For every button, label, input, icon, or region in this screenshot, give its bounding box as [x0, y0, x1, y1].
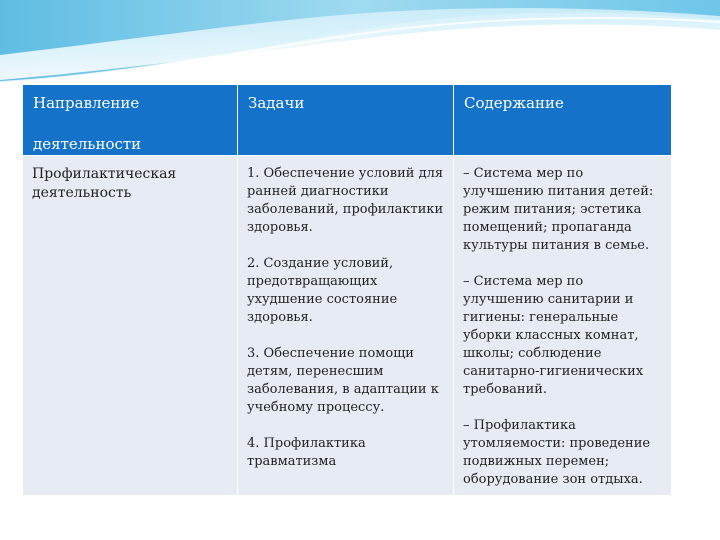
header-direction-line1: Направление — [33, 94, 140, 112]
table-row — [23, 156, 672, 496]
task-item: 4. Профилактика травматизма — [247, 436, 366, 469]
content-item: – Система мер по улучшению питания детей: режим питания; эстетика помещений; пропаганда культуры питания в семье. — [463, 166, 654, 253]
task-item: 2. Создание условий, предотвращающих ухудшение состояние здоровья. — [247, 256, 398, 325]
direction-text: Профилактическая деятельность — [32, 166, 177, 201]
header-direction — [23, 85, 238, 156]
header-tasks — [238, 85, 454, 156]
header-content-label: Содержание — [464, 94, 564, 112]
cell-direction — [23, 156, 238, 496]
activity-table — [22, 84, 672, 496]
cell-content — [454, 156, 672, 496]
cell-tasks — [238, 156, 454, 496]
task-item: 3. Обеспечение помощи детям, перенесшим заболевания, в адаптации к учебному процессу. — [247, 346, 439, 415]
task-item: 1. Обеспечение условий для ранней диагностики заболеваний, профилактики здоровья. — [247, 166, 444, 235]
header-direction-line2: деятельности — [33, 135, 142, 153]
header-tasks-label: Задачи — [248, 94, 305, 112]
decorative-wave-banner — [0, 0, 720, 90]
header-content — [454, 85, 672, 156]
table-header-row — [23, 85, 672, 156]
content-item: – Профилактика утомляемости: проведение подвижных перемен; оборудование зон отдыха. — [463, 418, 651, 487]
content-item: – Система мер по улучшению санитарии и гигиены: генеральные уборки классных комнат, школы; соблюдение санитарно-гигиенических требований. — [463, 274, 644, 397]
